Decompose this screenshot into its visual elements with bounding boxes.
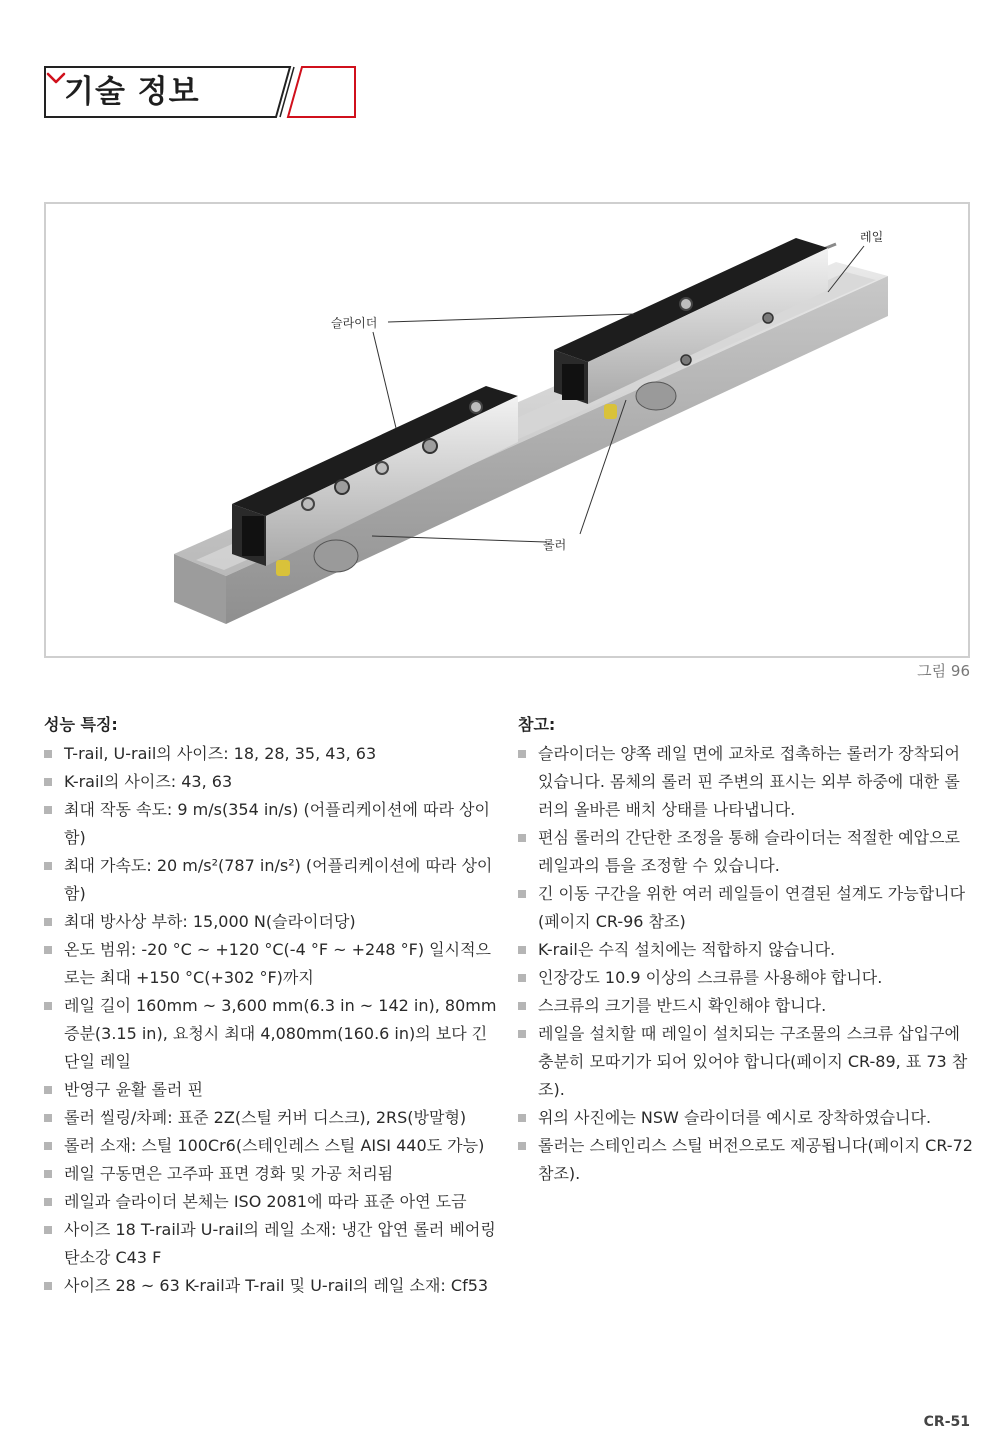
list-item: 최대 가속도: 20 m/s²(787 in/s²) (어플리케이션에 따라 상이함) — [44, 852, 504, 908]
product-figure — [44, 202, 970, 658]
list-item: 최대 방사상 부하: 15,000 N(슬라이더당) — [44, 908, 504, 936]
list-item: K-rail의 사이즈: 43, 63 — [44, 768, 504, 796]
list-item: 인장강도 10.9 이상의 스크류를 사용해야 합니다. — [518, 964, 980, 992]
callout-slider: 슬라이더 — [331, 316, 378, 330]
list-item: 긴 이동 구간을 위한 여러 레일들이 연결된 설계도 가능합니다 (페이지 CR-96 참조) — [518, 880, 980, 936]
list-item: 롤러 소재: 스틸 100Cr6(스테인레스 스틸 AISI 440도 가능) — [44, 1132, 504, 1160]
list-item: 레일과 슬라이더 본체는 ISO 2081에 따라 표준 아연 도금 — [44, 1188, 504, 1216]
list-item: 온도 범위: -20 °C ~ +120 °C(-4 °F ~ +248 °F) 일시적으로는 최대 +150 °C(+302 °F)까지 — [44, 936, 504, 992]
features-heading: 성능 특징: — [44, 715, 118, 734]
list-item: 롤러는 스테인리스 스틸 버전으로도 제공됩니다(페이지 CR-72 참조). — [518, 1132, 980, 1188]
notes-section — [518, 712, 980, 1188]
chevron-down-icon[interactable] — [44, 66, 68, 90]
notes-heading: 참고: — [518, 715, 556, 734]
list-item: 사이즈 28 ~ 63 K-rail과 T-rail 및 U-rail의 레일 소재: Cf53 — [44, 1272, 504, 1300]
list-item: 반영구 윤활 롤러 핀 — [44, 1076, 504, 1104]
section-header — [44, 66, 356, 118]
list-item: 슬라이더는 양쪽 레일 면에 교차로 접촉하는 롤러가 장착되어 있습니다. 몸체의 롤러 핀 주변의 표시는 외부 하중에 대한 롤 러의 올바른 배치 상태를 나타냅니다. — [518, 740, 980, 824]
callout-rail: 레일 — [860, 230, 884, 244]
list-item: T-rail, U-rail의 사이즈: 18, 28, 35, 43, 63 — [44, 740, 504, 768]
list-item: 레일을 설치할 때 레일이 설치되는 구조물의 스크류 삽입구에 충분히 모따기가 되어 있어야 합니다(페이지 CR-89, 표 73 참조). — [518, 1020, 980, 1104]
page-number: CR-51 — [923, 1414, 970, 1430]
notes-list — [518, 740, 980, 1188]
list-item: 롤러 씰링/차폐: 표준 2Z(스틸 커버 디스크), 2RS(방말형) — [44, 1104, 504, 1132]
features-list — [44, 740, 504, 1300]
figure-caption: 그림 96 — [917, 662, 970, 680]
list-item: 최대 작동 속도: 9 m/s(354 in/s) (어플리케이션에 따라 상이함) — [44, 796, 504, 852]
page-title: 기술 정보 — [64, 74, 200, 110]
linear-guide-illustration — [46, 204, 968, 656]
list-item: 편심 롤러의 간단한 조정을 통해 슬라이더는 적절한 예압으로 레일과의 틈을 조정할 수 있습니다. — [518, 824, 980, 880]
callout-roller: 롤러 — [543, 538, 567, 552]
list-item: K-rail은 수직 설치에는 적합하지 않습니다. — [518, 936, 980, 964]
list-item: 사이즈 18 T-rail과 U-rail의 레일 소재: 냉간 압연 롤러 베어링 탄소강 C43 F — [44, 1216, 504, 1272]
list-item: 레일 구동면은 고주파 표면 경화 및 가공 처리됨 — [44, 1160, 504, 1188]
list-item: 레일 길이 160mm ~ 3,600 mm(6.3 in ~ 142 in), 80mm 증분(3.15 in), 요청시 최대 4,080mm(160.6 in)의 보다 긴 단일 레일 — [44, 992, 504, 1076]
list-item: 스크류의 크기를 반드시 확인해야 합니다. — [518, 992, 980, 1020]
list-item: 위의 사진에는 NSW 슬라이더를 예시로 장착하였습니다. — [518, 1104, 980, 1132]
features-section — [44, 712, 504, 1300]
